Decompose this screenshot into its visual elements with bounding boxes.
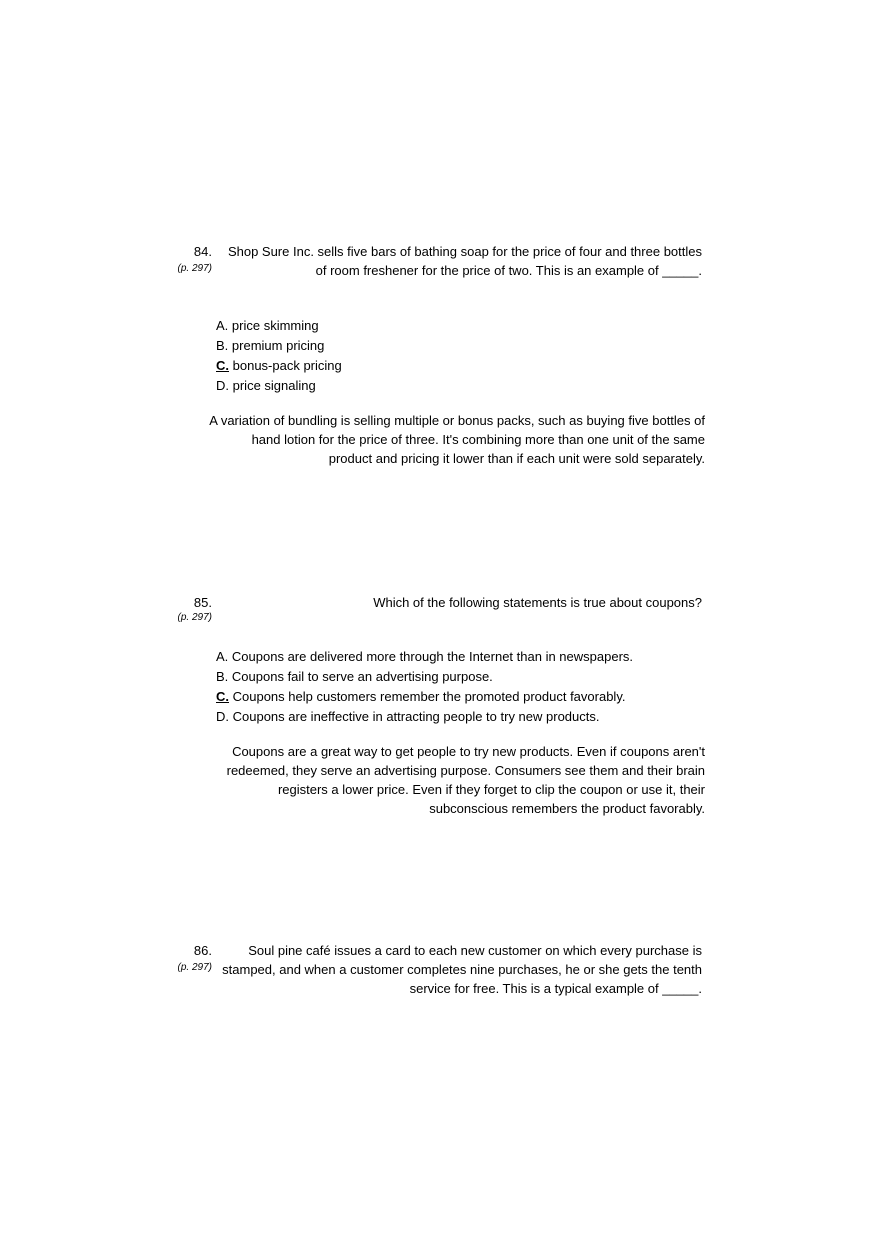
explanation: Coupons are a great way to get people to try new products. Even if coupons aren't redeemed, they serve an advertising purpose. Consumers see them and their brain registers a lower price. Even if they forget to clip the coupon or use it, their subconscious remembers the product favorably. xyxy=(226,744,705,816)
answer-choices xyxy=(216,316,696,396)
choice-c-correct xyxy=(216,687,696,707)
choice-text: premium pricing xyxy=(231,338,325,353)
choice-text: Coupons are delivered more through the Internet than in newspapers. xyxy=(231,649,634,664)
choice-text: Coupons help customers remember the promoted product favorably. xyxy=(232,689,626,704)
question-text: Shop Sure Inc. sells five bars of bathing soap for the price of four and three bottles of room freshener for the price of two. This is an example of _____. xyxy=(227,244,702,278)
choice-letter: D. xyxy=(216,709,229,724)
choice-c-correct xyxy=(216,356,696,376)
choice-letter: B. xyxy=(216,338,229,353)
choice-text: Coupons are ineffective in attracting people to try new products. xyxy=(232,709,600,724)
choice-d xyxy=(216,707,696,727)
page-reference: (p. 297) xyxy=(177,263,212,274)
choice-letter: C. xyxy=(216,689,229,704)
explanation: A variation of bundling is selling multiple or bonus packs, such as buying five bottles of hand lotion for the price of three. It's combining more than one unit of the same product and pricing it lower than if each unit were sold separately. xyxy=(209,413,705,466)
question-text: Which of the following statements is true about coupons? xyxy=(373,595,702,610)
choice-text: price signaling xyxy=(232,378,316,393)
choice-text: price skimming xyxy=(231,318,319,333)
page-reference: (p. 297) xyxy=(177,962,212,973)
question-number: 86. xyxy=(193,943,212,958)
page-reference: (p. 297) xyxy=(177,612,212,623)
question-number: 85. xyxy=(193,595,212,610)
choice-text: bonus-pack pricing xyxy=(232,358,342,373)
choice-a xyxy=(216,316,696,336)
choice-b xyxy=(216,336,696,356)
choice-d xyxy=(216,376,696,396)
answer-choices xyxy=(216,647,696,727)
question-number: 84. xyxy=(193,244,212,259)
choice-letter: B. xyxy=(216,669,229,684)
question-text: Soul pine café issues a card to each new customer on which every purchase is stamped, and when a customer completes nine purchases, he or she gets the tenth service for free. This is a typical example of _____. xyxy=(222,943,702,996)
choice-letter: A. xyxy=(216,649,229,664)
choice-letter: D. xyxy=(216,378,229,393)
choice-b xyxy=(216,667,696,687)
choice-letter: A. xyxy=(216,318,229,333)
choice-a xyxy=(216,647,696,667)
choice-text: Coupons fail to serve an advertising purpose. xyxy=(231,669,493,684)
choice-letter: C. xyxy=(216,358,229,373)
